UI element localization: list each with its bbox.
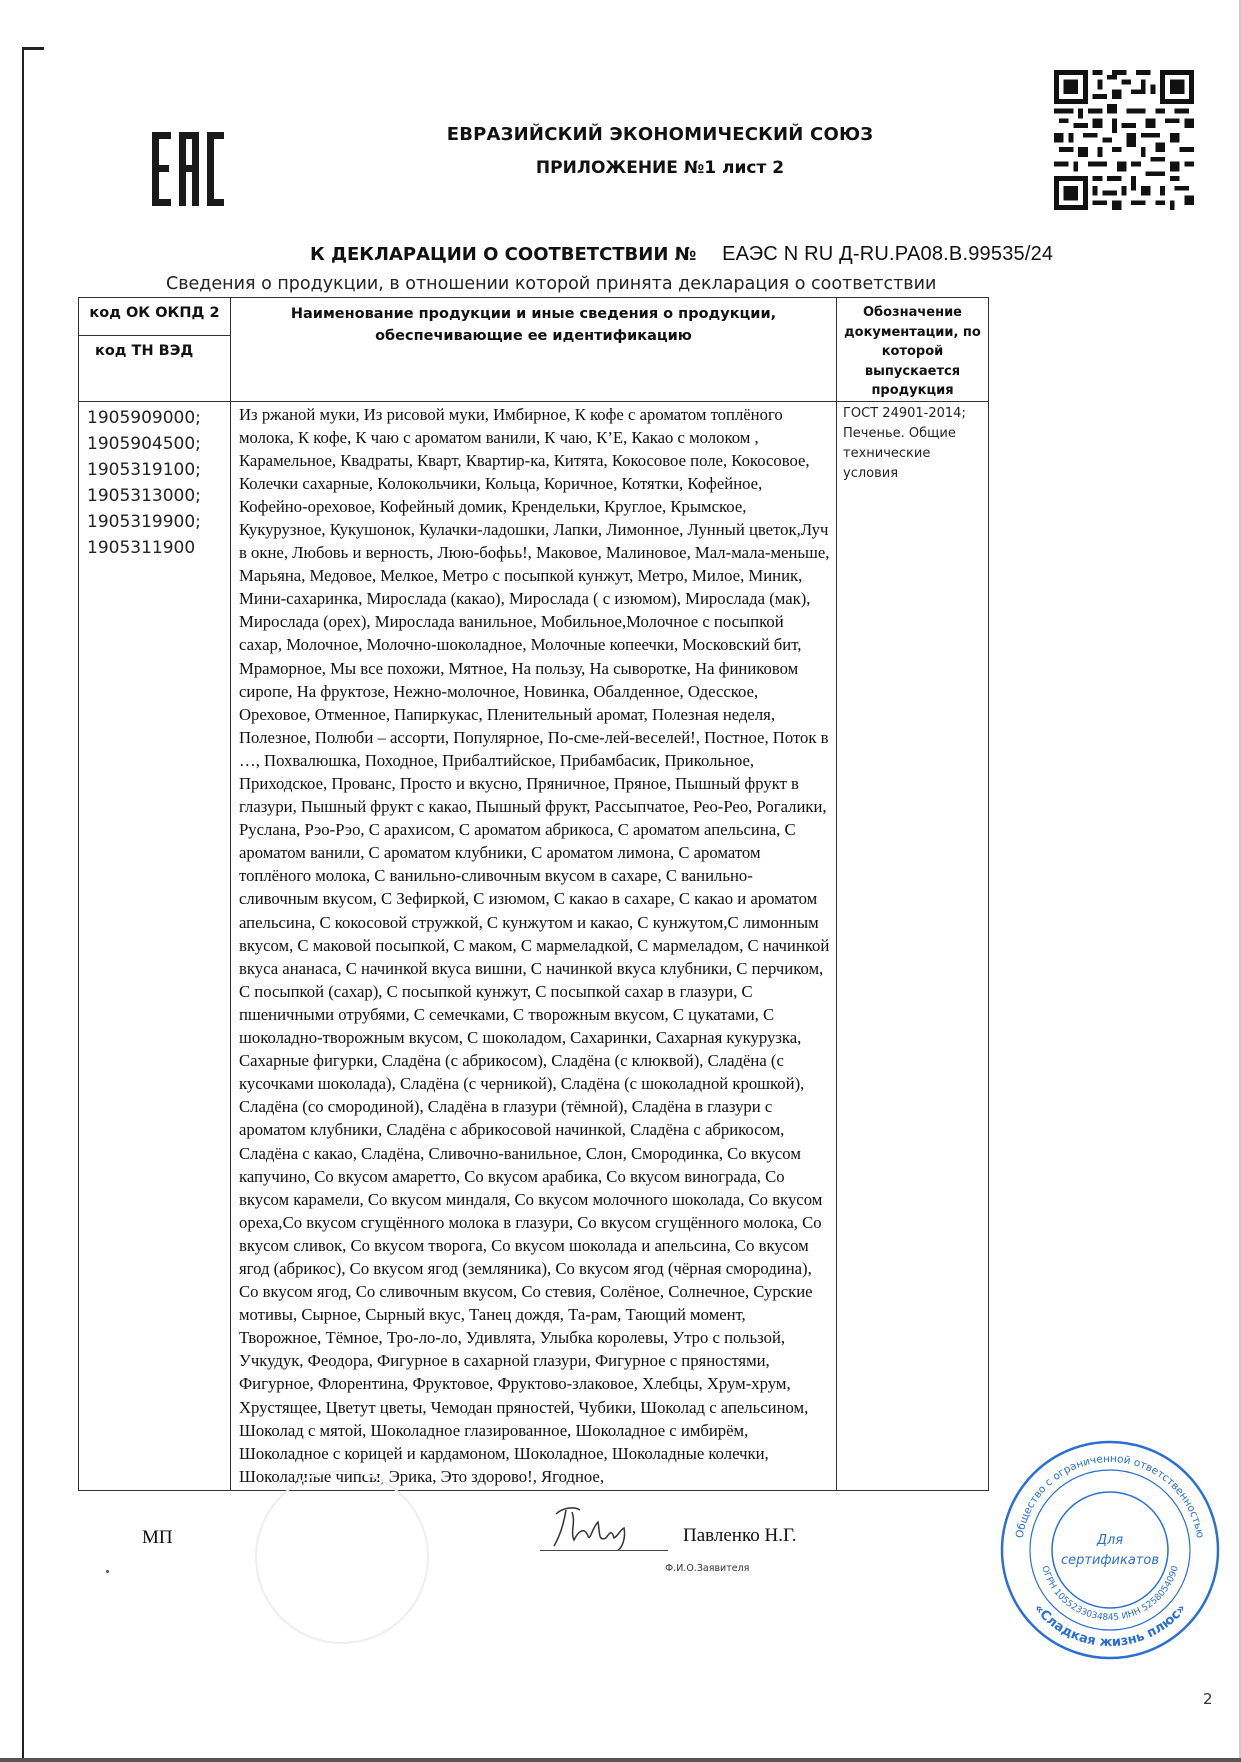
scan-speck <box>106 1570 109 1573</box>
tnved-code: 1905904500; <box>87 433 201 454</box>
header-documentation: Обозначение документации, по которой выпускается продукция <box>837 298 989 402</box>
union-title: ЕВРАЗИЙСКИЙ ЭКОНОМИЧЕСКИЙ СОЮЗ <box>446 124 874 145</box>
header-product-name: Наименование продукции и иные сведения о продукции, обеспечивающие ее идентификацию <box>231 298 837 402</box>
seal-ids: ОГРН 1055233034845 ИНН 5258054090 <box>1039 1564 1181 1624</box>
seal-outer-text: Общество с ограниченной ответственностью <box>1013 1452 1207 1540</box>
applicant-name: Павленко Н.Г. <box>683 1525 797 1546</box>
seal-place-label: МП <box>142 1527 173 1548</box>
tnved-code: 1905313000; <box>87 485 201 506</box>
table-row <box>79 401 989 1490</box>
header-okpd-code: код ОК ОКПД 2 <box>79 298 231 336</box>
declaration-line <box>310 243 1053 266</box>
tnved-code: 1905311900 <box>87 537 196 558</box>
declaration-label: К ДЕКЛАРАЦИИ О СООТВЕТСТВИИ № <box>310 244 697 265</box>
faint-stamp-impression <box>255 1470 429 1644</box>
declaration-number: ЕАЭС N RU Д-RU.РА08.В.99535/24 <box>722 243 1054 265</box>
applicant-signature <box>540 1502 670 1550</box>
products-table <box>78 297 989 1491</box>
tnved-codes-cell <box>79 401 231 1490</box>
seal-center-text-1: Для <box>1096 1533 1124 1548</box>
scan-edge-left <box>22 48 24 1762</box>
company-seal <box>1000 1440 1220 1660</box>
signature-line <box>540 1550 668 1551</box>
product-names-cell: Из ржаной муки, Из рисовой муки, Имбирное, К кофе с ароматом топлёного молока, К кофе, К чаю с ароматом ванили, К чаю, К’Е, Какао с молоком , Карамельное, Квадраты, Кварт, Квартир-ка, Китята, Кокосовое поле, Кокосовое, Колечки сахарные, Колокольчики, Кольца, Коричное, Котятки, Кофейное, Кофейно-ореховое, Кофейный домик, Крендельки, Круглое, Крымское, Кукурузное, Кукушонок, Кулачки-ладошки, Лапки, Лимонное, Лунный цветок,Луч в окне, Любовь и верность, Люю-бофьь!, Маковое, Малиновое, Мал-мала-меньше, Марьяна, Медовое, Мелкое, Метро с посыпкой кунжут, Метро, Милое, Миник, Мини-сахаринка, Мирослада (какао), Мирослада ( с изюмом), Мирослада (мак), Мирослада (орех), Мирослада ванильное, Мобильное,Молочное с посыпкой сахар, Молочное, Молочно-шоколадное, Молочные копеечки, Московский бит, Мраморное, Мы все похожи, Мятное, На пользу, На сыворотке, На финиковом сиропе, На фруктозе, Нежно-молочное, Новинка, Обалденное, Одесское, Ореховое, Отменное, Папиркукас, Пленительный аромат, Полезная неделя, Полезное, Полюби – ассорти, Популярное, По-сме-лей-веселей!, Постное, Поток в …, Похвалюшка, Походное, Прибалтийское, Прибамбасик, Прикольное, Приходское, Прованс, Просто и вкусно, Пряничное, Пряное, Пышный фрукт в глазури, Пышный фрукт с какао, Пышный фрукт, Рассыпчатое, Рео-Рео, Рогалики, Руслана, Рэо-Рэо, С арахисом, С ароматом абрикоса, С ароматом апельсина, С ароматом ванили, С ароматом клубники, С ароматом лимона, С ароматом топлёного молока, С ванильно-сливочным вкусом в сахаре, С ванильно-сливочным вкусом, С Зефиркой, С изюмом, С какао в сахаре, С какао и ароматом апельсина, С кокосовой стружкой, С кунжутом и какао, С кунжутом,С лимонным вкусом, С маковой посыпкой, С маком, С мармеладкой, С мармеладом, С начинкой вкуса ананаса, С начинкой вкуса вишни, С начинкой вкуса клубники, С перчиком, С посыпкой (сахар), С посыпкой кунжут, С посыпкой сахар в глазури, С пшеничными отрубями, С семечками, С творожным вкусом, С цукатами, С шоколадно-творожным вкусом, С шоколадом, Сахаринки, Сахарная кукурузка, Сахарные фигурки, Сладёна (с абрикосом), Сладёна (с клюквой), Сладёна (с кусочками шоколада), Сладёна (с черникой), Сладёна (с шоколадной крошкой), Сладёна (со смородиной), Сладёна в глазури (тёмной), Сладёна в глазури с ароматом клубники, Сладёна с абрикосовой начинкой, Сладёна с абрикосом, Сладёна с какао, Сладёна, Сливочно-ванильное, Слон, Смородинка, Со вкусом капучино, Со вкусом амаретто, Со вкусом арабика, Со вкусом винограда, Со вкусом карамели, Со вкусом миндаля, Со вкусом молочного шоколада, Со вкусом ореха,Со вкусом сгущённого молока в глазури, Со вкусом сгущённого молока, Со вкусом сливок, Со вкусом творога, Со вкусом шоколада и апельсина, Со вкусом ягод (абрикос), Со вкусом ягод (земляника), Со вкусом ягод (чёрная смородина), Со вкусом ягод, Со сливочным вкусом, Со стевия, Солёное, Солнечное, Сурские мотивы, Сырное, Сырный вкус, Танец дождя, Та-рам, Тающий момент, Творожное, Тёмное, Тро-ло-ло, Удивлята, Улыбка королевы, Утро с пользой, Учкудук, Феодора, Фигурное в сахарной глазури, Фигурное с пряностями, Фигурное, Флорентина, Фруктовое, Фруктово-злаковое, Хлебцы, Хрум-хрум, Хрустящее, Цветут цветы, Чемодан пряностей, Чубики, Шоколад с апельсином, Шоколад с мятой, Шоколадное глазированное, Шоколадное с имбирём, Шоколадное с корицей и кардамоном, Шоколадное, Шоколадные колечки, Шоколадные чипсы, Эрика, Это здорово!, Ягодное, <box>231 401 837 1490</box>
qr-code <box>1054 70 1194 210</box>
table-header-row <box>79 298 989 336</box>
scan-edge-bottom <box>0 1758 1241 1762</box>
seal-company-name: «Сладкая жизнь плюс» <box>1030 1601 1190 1651</box>
svg-text:ОГРН 1055233034845 ИНН 525805 <box>1039 1565 1181 1623</box>
seal-center-text-2: сертификатов <box>1061 1553 1159 1568</box>
tnved-code: 1905319900; <box>87 511 201 532</box>
applicant-caption: Ф.И.О.Заявителя <box>665 1563 750 1574</box>
documentation-cell: ГОСТ 24901-2014; Печенье. Общие технические условия <box>837 401 989 1490</box>
tnved-code: 1905909000; <box>87 407 201 428</box>
header-tnved-code: код ТН ВЭД <box>79 336 231 401</box>
appendix-title: ПРИЛОЖЕНИЕ №1 лист 2 <box>535 158 785 178</box>
tnved-code: 1905319100; <box>87 459 201 480</box>
eac-logo <box>152 132 224 206</box>
page-number: 2 <box>1203 1690 1213 1708</box>
subtitle: Сведения о продукции, в отношении которой принята декларация о соответствии <box>166 274 937 294</box>
scan-corner-mark <box>22 47 44 50</box>
